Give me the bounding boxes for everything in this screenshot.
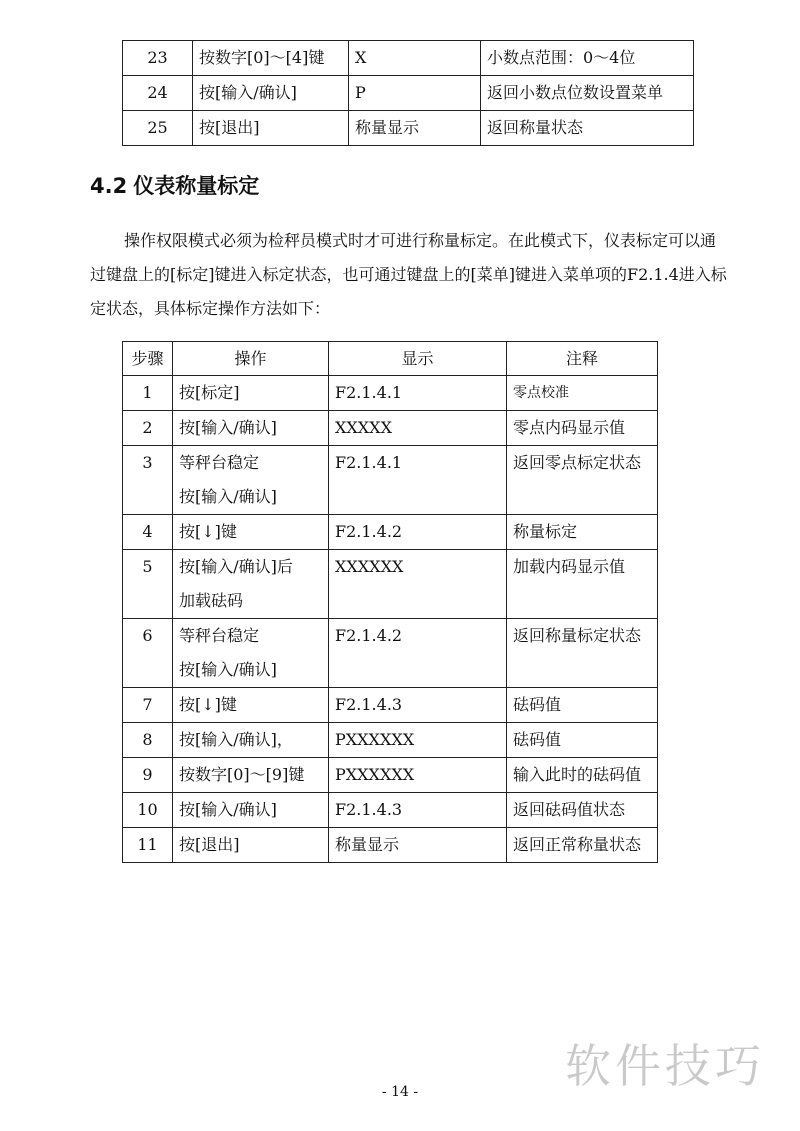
operation-line: 按[输入/确认] xyxy=(179,660,277,679)
operation-line: 加载砝码 xyxy=(179,591,244,610)
display-cell: PXXXXXX xyxy=(329,758,507,793)
page-number: - 14 - xyxy=(381,1084,419,1100)
note-cell: 返回砝码值状态 xyxy=(507,793,658,828)
display-cell: F2.1.4.3 xyxy=(329,688,507,723)
table-row xyxy=(123,688,658,723)
operation-cell: 按[输入/确认]， xyxy=(173,723,329,758)
header-display: 显示 xyxy=(329,342,507,376)
header-operation: 操作 xyxy=(173,342,329,376)
display-cell: 称量显示 xyxy=(329,828,507,863)
note-cell: 小数点范围：0～4位 xyxy=(481,41,694,76)
operation-cell: 按数字[0]～[9]键 xyxy=(173,758,329,793)
table-row xyxy=(123,411,658,446)
step-cell: 3 xyxy=(123,446,173,515)
operation-cell: 按数字[0]～[4]键 xyxy=(193,41,349,76)
step-cell: 9 xyxy=(123,758,173,793)
continued-steps-table xyxy=(122,40,694,146)
display-cell: F2.1.4.2 xyxy=(329,619,507,688)
table-row xyxy=(123,76,694,111)
display-cell: 称量显示 xyxy=(349,111,481,146)
operation-cell xyxy=(173,550,329,619)
display-cell: P xyxy=(349,76,481,111)
operation-cell: 按[退出] xyxy=(173,828,329,863)
intro-paragraph: 操作权限模式必须为检秤员模式时才可进行称量标定。在此模式下，仪表标定可以通过键盘上的[标定]键进入标定状态，也可通过键盘上的[菜单]键进入菜单项的F2.1.4进入标定状态，具体标定操作方法如下： xyxy=(90,231,727,318)
step-cell: 10 xyxy=(123,793,173,828)
table-row xyxy=(123,619,658,688)
display-cell: F2.1.4.1 xyxy=(329,376,507,411)
display-cell: X xyxy=(349,41,481,76)
operation-cell: 按[输入/确认] xyxy=(173,793,329,828)
table-row xyxy=(123,446,658,515)
operation-cell: 按[退出] xyxy=(193,111,349,146)
step-cell: 11 xyxy=(123,828,173,863)
note-cell: 零点内码显示值 xyxy=(507,411,658,446)
step-cell: 6 xyxy=(123,619,173,688)
note-cell: 返回称量标定状态 xyxy=(507,619,658,688)
note-cell: 返回正常称量状态 xyxy=(507,828,658,863)
note-cell: 零点校准 xyxy=(507,376,658,411)
step-cell: 1 xyxy=(123,376,173,411)
table-row xyxy=(123,723,658,758)
note-cell: 输入此时的砝码值 xyxy=(507,758,658,793)
step-cell: 7 xyxy=(123,688,173,723)
display-cell: F2.1.4.2 xyxy=(329,515,507,550)
note-cell: 返回称量状态 xyxy=(481,111,694,146)
step-cell: 2 xyxy=(123,411,173,446)
watermark: 软件技巧 xyxy=(565,1039,765,1093)
step-cell: 4 xyxy=(123,515,173,550)
table-row xyxy=(123,41,694,76)
table-row xyxy=(123,111,694,146)
display-cell: F2.1.4.3 xyxy=(329,793,507,828)
note-cell: 砝码值 xyxy=(507,723,658,758)
operation-cell: 按[标定] xyxy=(173,376,329,411)
operation-cell: 按[输入/确认] xyxy=(193,76,349,111)
operation-line: 按[输入/确认]后 xyxy=(179,557,293,576)
section-title: 仪表称量标定 xyxy=(133,174,260,198)
display-cell: XXXXXX xyxy=(329,550,507,619)
step-cell: 23 xyxy=(123,41,193,76)
note-cell: 返回小数点位数设置菜单 xyxy=(481,76,694,111)
operation-line: 等秤台稳定 xyxy=(179,453,260,472)
note-cell: 加载内码显示值 xyxy=(507,550,658,619)
operation-line: 按[输入/确认] xyxy=(179,487,277,506)
display-cell: XXXXX xyxy=(329,411,507,446)
step-cell: 24 xyxy=(123,76,193,111)
section-heading xyxy=(90,172,259,200)
display-cell: PXXXXXX xyxy=(329,723,507,758)
operation-cell xyxy=(173,619,329,688)
section-number: 4.2 xyxy=(90,174,128,198)
table-row xyxy=(123,550,658,619)
note-cell: 返回零点标定状态 xyxy=(507,446,658,515)
table-header-row xyxy=(123,342,658,376)
table-row xyxy=(123,828,658,863)
table-row xyxy=(123,758,658,793)
table-row xyxy=(123,515,658,550)
operation-line: 等秤台稳定 xyxy=(179,626,260,645)
header-step: 步骤 xyxy=(123,342,173,376)
operation-cell: 按[↓]键 xyxy=(173,515,329,550)
calibration-steps-table xyxy=(122,341,658,863)
note-cell: 砝码值 xyxy=(507,688,658,723)
note-cell: 称量标定 xyxy=(507,515,658,550)
header-note: 注释 xyxy=(507,342,658,376)
step-cell: 8 xyxy=(123,723,173,758)
table-row xyxy=(123,376,658,411)
operation-cell: 按[输入/确认] xyxy=(173,411,329,446)
operation-cell: 按[↓]键 xyxy=(173,688,329,723)
display-cell: F2.1.4.1 xyxy=(329,446,507,515)
step-cell: 25 xyxy=(123,111,193,146)
operation-cell xyxy=(173,446,329,515)
table-row xyxy=(123,793,658,828)
step-cell: 5 xyxy=(123,550,173,619)
